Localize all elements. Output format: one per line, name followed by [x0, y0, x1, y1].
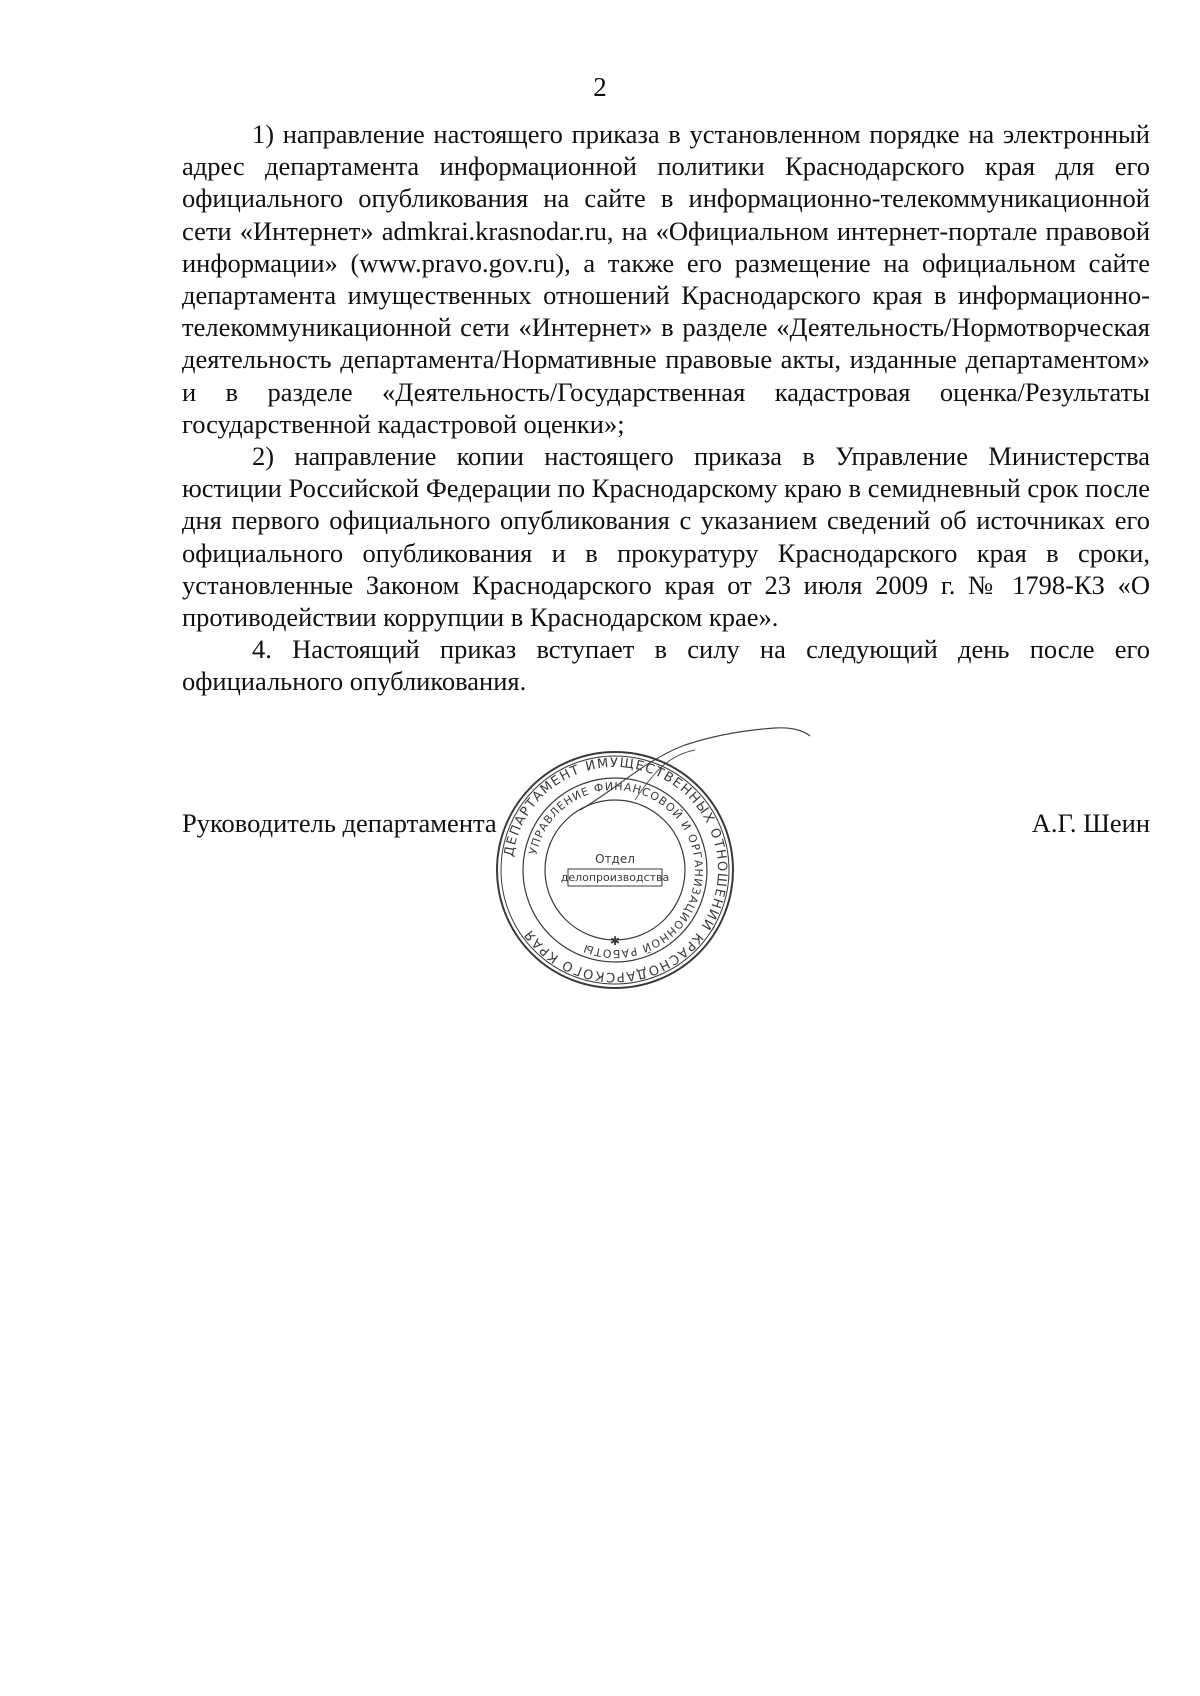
seal-outer-text: ДЕПАРТАМЕНТ ИМУЩЕСТВЕННЫХ ОТНОШЕНИЙ КРАСНОДАРСКОГО КРАЯ: [501, 755, 730, 985]
paragraph-item-2: 2) направление копии настоящего приказа в Управление Министерства юстиции Российской Федерации по Краснодарскому краю в семидневный срок после дня первого официального опубликования с указанием сведений об источниках его официального опубликования и в прокуратуру Краснодарского края в сроки, установленные Законом Краснодарского края от 23 июля 2009 г. № 1798-КЗ «О противодействии коррупции в Краснодарском крае».: [182, 441, 1150, 633]
document-body: [182, 118, 1150, 698]
seal-star-icon: ✱: [609, 934, 621, 948]
signatory-name: А.Г. Шеин: [1031, 808, 1150, 838]
seal-center-line2: делопроизводства: [560, 871, 670, 884]
paragraph-item-1: 1) направление настоящего приказа в установленном порядке на электронный адрес департамента информационной политики Краснодарского края для его официального опубликования на сайте в информационно-телекоммуникационной сети «Интернет» admkrai.krasnodar.ru, на «Официальном интернет-портале правовой информации» (www.pravo.gov.ru), а также его размещение на официальном сайте департамента имущественных отношений Краснодарского края в информационно-телекоммуникационной сети «Интернет» в разделе «Деятельность/Нормотворческая деятельность департамента/Нормативные правовые акты, изданные департаментом» и в разделе «Деятельность/Государственная кадастровая оценка/Результаты государственной кадастровой оценки»;: [182, 119, 1150, 439]
page-number: 2: [593, 72, 607, 102]
seal-center-line1: Отдел: [595, 852, 635, 866]
paragraph-item-4: 4. Настоящий приказ вступает в силу на следующий день после его официального опубликования.: [182, 634, 1150, 697]
signatory-title: Руководитель департамента: [182, 808, 497, 838]
seal-inner-text: УПРАВЛЕНИЕ ФИНАНСОВОЙ И ОРГАНИЗАЦИОННОЙ РАБОТЫ: [526, 779, 706, 961]
official-seal: [490, 745, 740, 995]
seal-graphic: [490, 745, 740, 995]
